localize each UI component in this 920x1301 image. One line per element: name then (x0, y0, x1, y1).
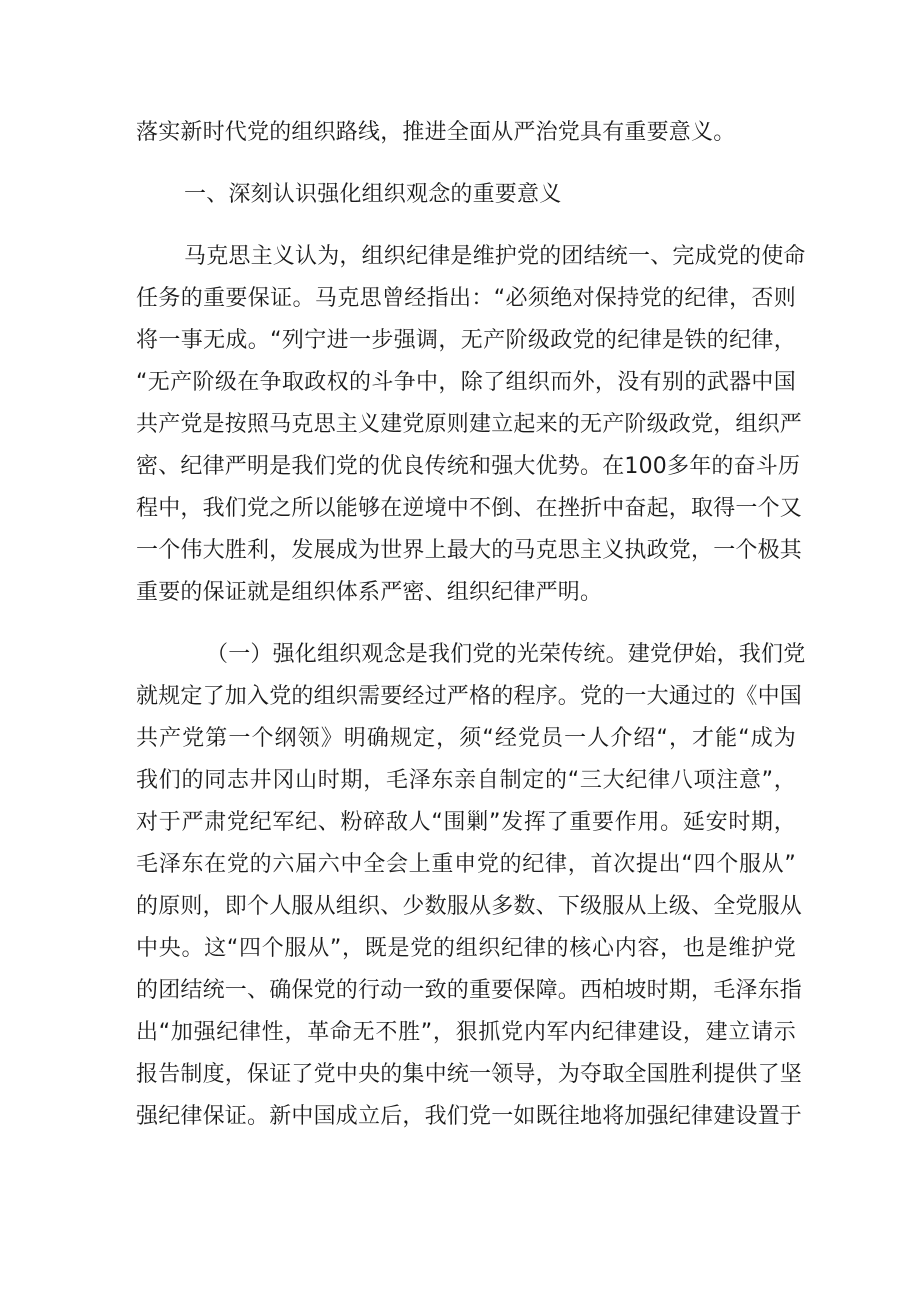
paragraph-line: 报告制度，保证了党中央的集中统一领导，为夺取全国胜利提供了坚 (136, 1062, 803, 1087)
paragraph-line: 对于严肃党纪军纪、粉碎敌人“围剿”发挥了重要作用。延安时期， (136, 810, 796, 835)
paragraph-line: 任务的重要保证。马克思曾经指出：“必须绝对保持党的纪律，否则 (136, 286, 796, 311)
paragraph-line: 共产党是按照马克思主义建党原则建立起来的无产阶级政党，组织严 (136, 412, 803, 437)
paragraph-line: 程中，我们党之所以能够在逆境中不倒、在挫折中奋起，取得一个又 (136, 496, 803, 521)
section-heading: 一、深刻认识强化组织观念的重要意义 (184, 182, 562, 207)
paragraph-line: 密、纪律严明是我们党的优良传统和强大优势。在100多年的奋斗历 (136, 454, 801, 479)
paragraph-line: 的原则，即个人服从组织、少数服从多数、下级服从上级、全党服从 (136, 894, 803, 919)
paragraph-line: 出“加强纪律性，革命无不胜”，狠抓党内军内纪律建设，建立请示 (136, 1020, 796, 1045)
paragraph-line: “无产阶级在争取政权的斗争中，除了组织而外，没有别的武器中国 (136, 370, 796, 395)
paragraph-line: 将一事无成。“列宁进一步强调，无产阶级政党的纪律是铁的纪律， (136, 328, 796, 353)
paragraph-line: 强纪律保证。新中国成立后，我们党一如既往地将加强纪律建设置于 (136, 1104, 803, 1129)
paragraph-line: 的团结统一、确保党的行动一致的重要保障。西柏坡时期，毛泽东指 (136, 978, 803, 1003)
paragraph-line: 毛泽东在党的六届六中全会上重申党的纪律，首次提出“四个服从” (136, 852, 796, 877)
paragraph-line: 一个伟大胜利，发展成为世界上最大的马克思主义执政党，一个极其 (136, 538, 803, 563)
paragraph-line: 我们的同志井冈山时期，毛泽东亲自制定的“三大纪律八项注意”， (136, 768, 796, 793)
paragraph-line: 重要的保证就是组织体系严密、组织纪律严明。 (136, 580, 603, 605)
paragraph-line: 共产党第一个纲领》明确规定，须“经党员一人介绍“，才能“成为 (136, 726, 796, 751)
paragraph-line: （一）强化组织观念是我们党的光荣传统。建党伊始，我们党 (206, 642, 806, 667)
paragraph-line: 中央。这“四个服从”，既是党的组织纪律的核心内容，也是维护党 (136, 936, 796, 961)
paragraph-line: 落实新时代党的组织路线，推进全面从严治党具有重要意义。 (136, 120, 736, 145)
paragraph-line: 马克思主义认为，组织纪律是维护党的团结统一、完成党的使命 (184, 244, 806, 269)
paragraph-line: 就规定了加入党的组织需要经过严格的程序。党的一大通过的《中国 (136, 684, 803, 709)
